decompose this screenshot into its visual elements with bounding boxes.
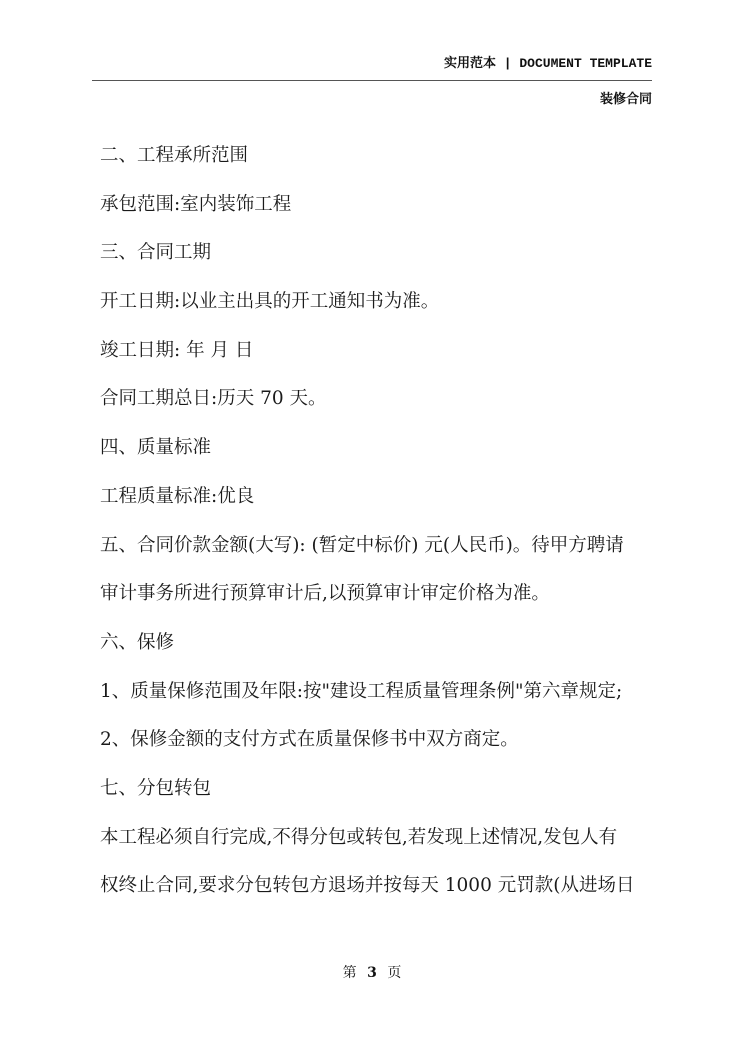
document-body bbox=[100, 141, 662, 920]
paragraph-line: 1、质量保修范围及年限:按"建设工程质量管理条例"第六章规定; bbox=[100, 680, 623, 702]
document-title: 装修合同 bbox=[599, 92, 652, 107]
paragraph-line: 合同工期总日:历天 70 天。 bbox=[100, 388, 327, 410]
page-prefix: 第 bbox=[342, 965, 357, 981]
header-divider bbox=[92, 80, 652, 81]
page-number: 3 bbox=[367, 965, 377, 981]
section-heading-warranty: 六、保修 bbox=[100, 631, 175, 653]
paragraph-line: 本工程必须自行完成,不得分包或转包,若发现上述情况,发包人有 bbox=[100, 826, 618, 848]
paragraph-line: 承包范围:室内装饰工程 bbox=[100, 193, 292, 215]
paragraph-line: 审计事务所进行预算审计后,以预算审计审定价格为准。 bbox=[100, 583, 550, 605]
section-heading-scope: 二、工程承所范围 bbox=[100, 145, 249, 166]
paragraph-line: 权终止合同,要求分包转包方退场并按每天 1000 元罚款(从进场日 bbox=[100, 875, 635, 897]
page-footer bbox=[0, 962, 744, 982]
section-heading-subcontract: 七、分包转包 bbox=[100, 777, 212, 799]
section-heading-price: 五、合同价款金额(大写): (暂定中标价) 元(人民币)。待甲方聘请 bbox=[100, 534, 624, 556]
section-heading-quality: 四、质量标准 bbox=[100, 437, 212, 459]
page-suffix: 页 bbox=[387, 965, 402, 981]
paragraph-line: 工程质量标准:优良 bbox=[100, 485, 255, 507]
section-heading-schedule: 三、合同工期 bbox=[100, 242, 212, 264]
paragraph-line: 竣工日期: 年 月 日 bbox=[100, 339, 254, 361]
paragraph-line: 开工日期:以业主出具的开工通知书为准。 bbox=[100, 291, 440, 313]
header-brand: 实用范本 | DOCUMENT TEMPLATE bbox=[443, 56, 652, 71]
paragraph-line: 2、保修金额的支付方式在质量保修书中双方商定。 bbox=[100, 729, 519, 751]
